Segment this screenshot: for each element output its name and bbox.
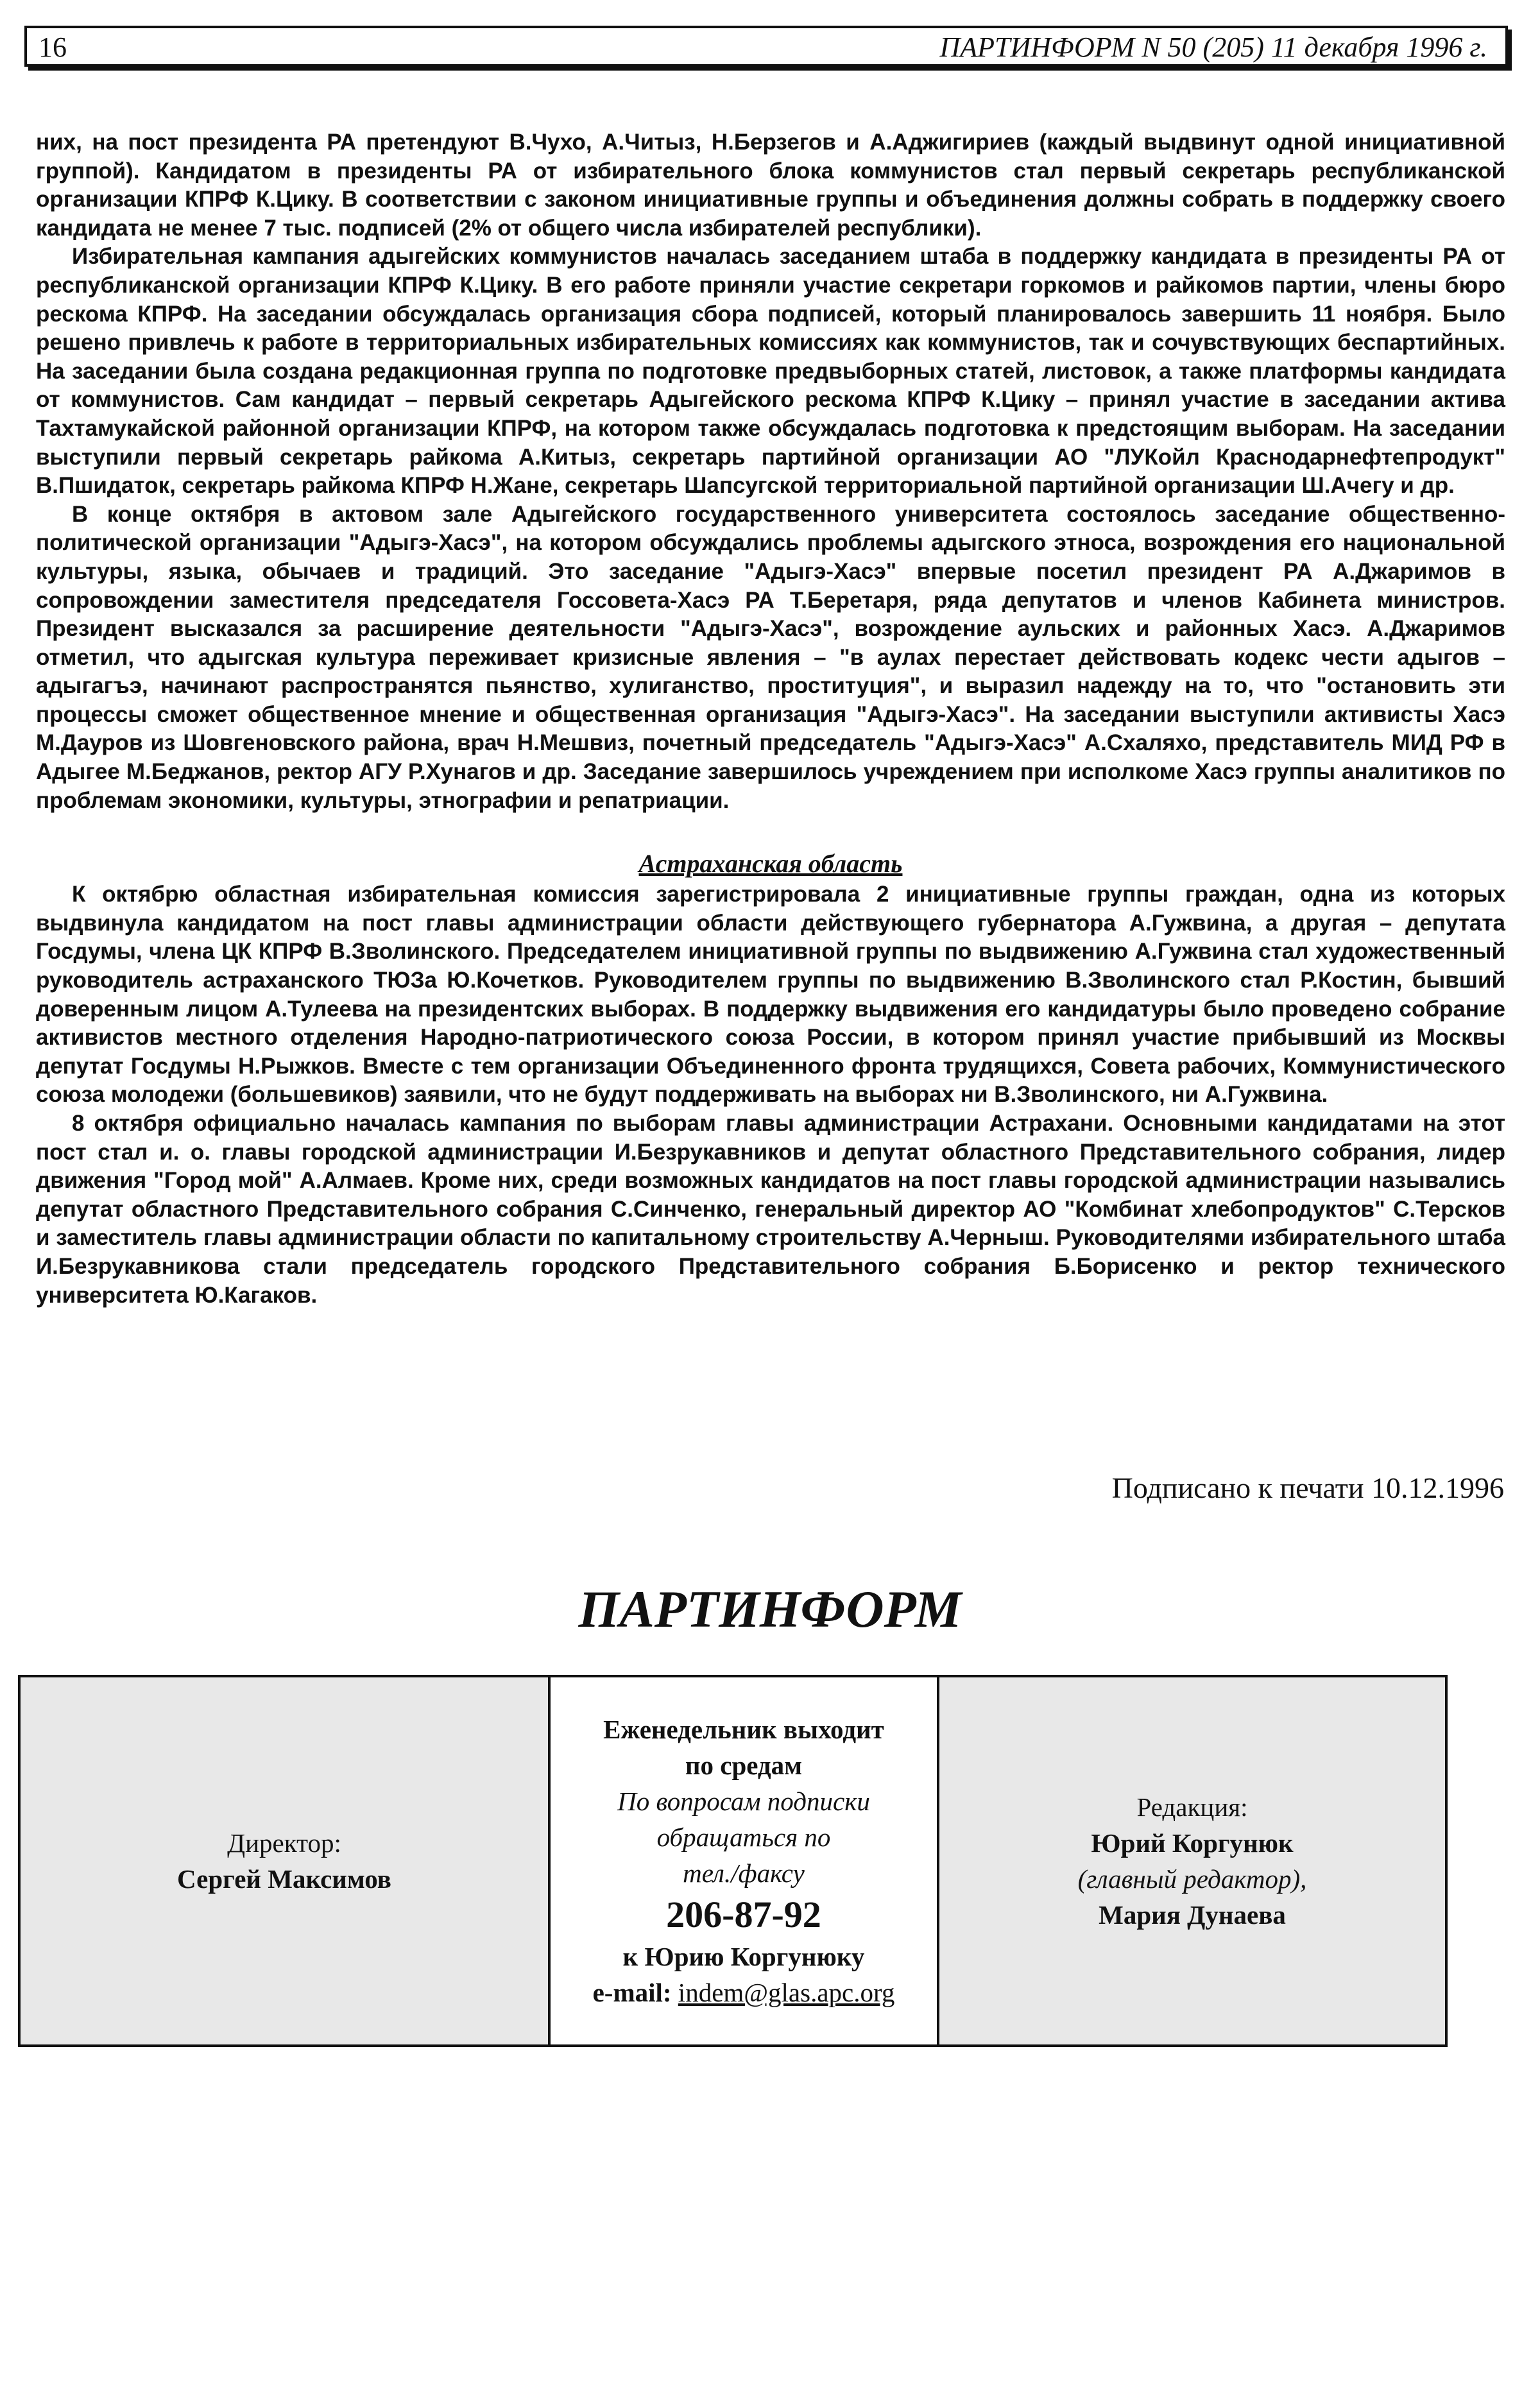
- weekly-line: Еженедельник выходит: [603, 1715, 884, 1744]
- editor-role: (главный редактор),: [1077, 1864, 1307, 1894]
- email-link[interactable]: indem@glas.apc.org: [678, 1978, 895, 2007]
- editorial-label: Редакция:: [1136, 1792, 1248, 1822]
- subscription-line: тел./факсу: [683, 1858, 805, 1888]
- article-paragraph: В конце октября в актовом зале Адыгейского государственного университета состоялось заседание общественно-политической организации "Адыгэ-Хасэ", на котором обсуждались проблемы адыгского этноса, возрождения его национальной культуры, языка, обычаев и традиций. Это заседание "Адыгэ-Хасэ" впервые посетил президент РА А.Джаримов в сопровождении заместителя председателя Госсовета-Хасэ РА Т.Беретаря, ряда депутатов и членов Кабинета министров. Президент высказался за расширение деятельности "Адыгэ-Хасэ", возрождение аульских и районных Хасэ. А.Джаримов отметил, что адыгская культура переживает кризисные явления – "в аулах перестает действовать кодекс чести адыгов – адыгагъэ, начинают распространятся пьянство, хулиганство, проституция", и выразил надежду на то, что "остановить эти процессы сможет общественное мнение и общественная организация "Адыгэ-Хасэ". На заседании выступили активисты Хасэ М.Дауров из Шовгеновского района, врач Н.Мешвиз, почетный председатель "Адыгэ-Хасэ" А.Схаляхо, представитель МИД РФ в Адыгее М.Беджанов, ректор АГУ Р.Хунагов и др. Заседание завершилось учреждением при исполкоме Хасэ группы аналитиков по проблемам экономики, культуры, этнографии и репатриации.: [36, 501, 1505, 813]
- weekly-line: по средам: [685, 1751, 803, 1780]
- director-label: Директор:: [227, 1828, 341, 1858]
- page-number: 16: [38, 31, 67, 63]
- email-line: [593, 1975, 895, 2010]
- publication-info-cell: [551, 1677, 939, 2044]
- subscription-line: По вопросам подписки: [617, 1786, 870, 1816]
- phone-number: 206-87-92: [666, 1894, 821, 1935]
- director-cell: [21, 1677, 551, 2044]
- signed-to-print: Подписано к печати 10.12.1996: [1111, 1471, 1504, 1504]
- director-name: Сергей Максимов: [177, 1864, 391, 1894]
- page-header: [24, 26, 1508, 67]
- masthead-title: ПАРТИНФОРМ: [578, 1580, 962, 1638]
- article-paragraph: К октябрю областная избирательная комиссия зарегистрировала 2 инициативные группы граждан, одна из которых выдвинула кандидатом на пост главы администрации области действующего губернатора А.Гужвина, а другая – депутата Госдумы, члена ЦК КПРФ В.Зволинского. Председателем инициативной группы по выдвижению А.Гужвина стал художественный руководитель астраханского ТЮЗа Ю.Кочетков. Руководителем группы по выдвижению В.Зволинского стал Р.Костин, бывший доверенным лицом А.Тулеева на президентских выборах. В поддержку выдвижения его кандидатуры было проведено собрание активистов местного отделения Народно-патриотического союза России, в котором принял участие прибывший из Москвы депутат Госдумы Н.Рыжков. Вместе с тем организации Объединенного фронта трудящихся, Совета рабочих, Коммунистического союза молодежи (большевиков) заявили, что не будут поддерживать на выборах ни В.Зволинского, ни А.Гужвина.: [36, 882, 1505, 1108]
- article-paragraph: них, на пост президента РА претендуют В.Чухо, А.Читыз, Н.Берзегов и А.Аджигириев (каждый выдвинут одной инициативной группой). Кандидатом в президенты РА от избирательного блока коммунистов стал первый секретарь республиканской организации КПРФ К.Цику. В соответствии с законом инициативные группы и объединения должны собрать в поддержку своего кандидата не менее 7 тыс. подписей (2% от общего числа избирателей республики).: [36, 130, 1505, 241]
- issue-line: ПАРТИНФОРМ N 50 (205) 11 декабря 1996 г.: [939, 31, 1487, 63]
- imprint-box: [18, 1675, 1448, 2047]
- section-title: Астраханская область: [638, 849, 903, 878]
- article-paragraph: Избирательная кампания адыгейских коммунистов началась заседанием штаба в поддержку кандидата в президенты РА от республиканской организации КПРФ К.Цику. В его работе приняли участие секретари горкомов и райкомов партии, члены бюро рескома КПРФ. На заседании обсуждалась организация сбора подписей, который планировалось завершить 11 ноября. Было решено привлечь к работе в территориальных избирательных комиссиях как коммунистов, так и сочувствующих беспартийных. На заседании была создана редакционная группа по подготовке предвыборных статей, листовок, а также платформы кандидата от коммунистов. Сам кандидат – первый секретарь Адыгейского рескома КПРФ К.Цику – принял участие в заседании актива Тахтамукайской районной организации КПРФ, на котором также обсуждалась подготовка к предстоящим выборам. На заседании выступили первый секретарь райкома А.Китыз, секретарь партийной организации АО "ЛУКойл Краснодарнефтепродукт" В.Пшидаток, секретарь райкома КПРФ Н.Жане, секретарь Шапсугской территориальной партийной организации Ш.Ачегу и др.: [36, 244, 1505, 499]
- editorial-cell: [939, 1677, 1445, 2044]
- editor2-name: Мария Дунаева: [1099, 1900, 1286, 1930]
- article-paragraph: 8 октября официально началась кампания по выборам главы администрации Астрахани. Основными кандидатами на этот пост стал и. о. главы городской администрации И.Безрукавников и депутат областного Представительного собрания, лидер движения "Город мой" А.Алмаев. Кроме них, среди возможных кандидатов на пост главы городской администрации назывались депутат областного Представительного собрания С.Синченко, генеральный директор АО "Комбинат хлебопродуктов" С.Терсков и заместитель главы администрации области по капитальному строительству А.Черныш. Руководителями избирательного штаба И.Безрукавникова стали председатель городского Представительного собрания Б.Борисенко и ректор технического университета Ю.Кагаков.: [36, 1111, 1505, 1308]
- contact-person: к Юрию Коргунюку: [622, 1942, 865, 1971]
- subscription-line: обращаться по: [656, 1822, 831, 1852]
- editor-name: Юрий Коргунюк: [1091, 1828, 1294, 1858]
- article-body: [36, 128, 1505, 1310]
- email-label: e-mail:: [592, 1978, 672, 2007]
